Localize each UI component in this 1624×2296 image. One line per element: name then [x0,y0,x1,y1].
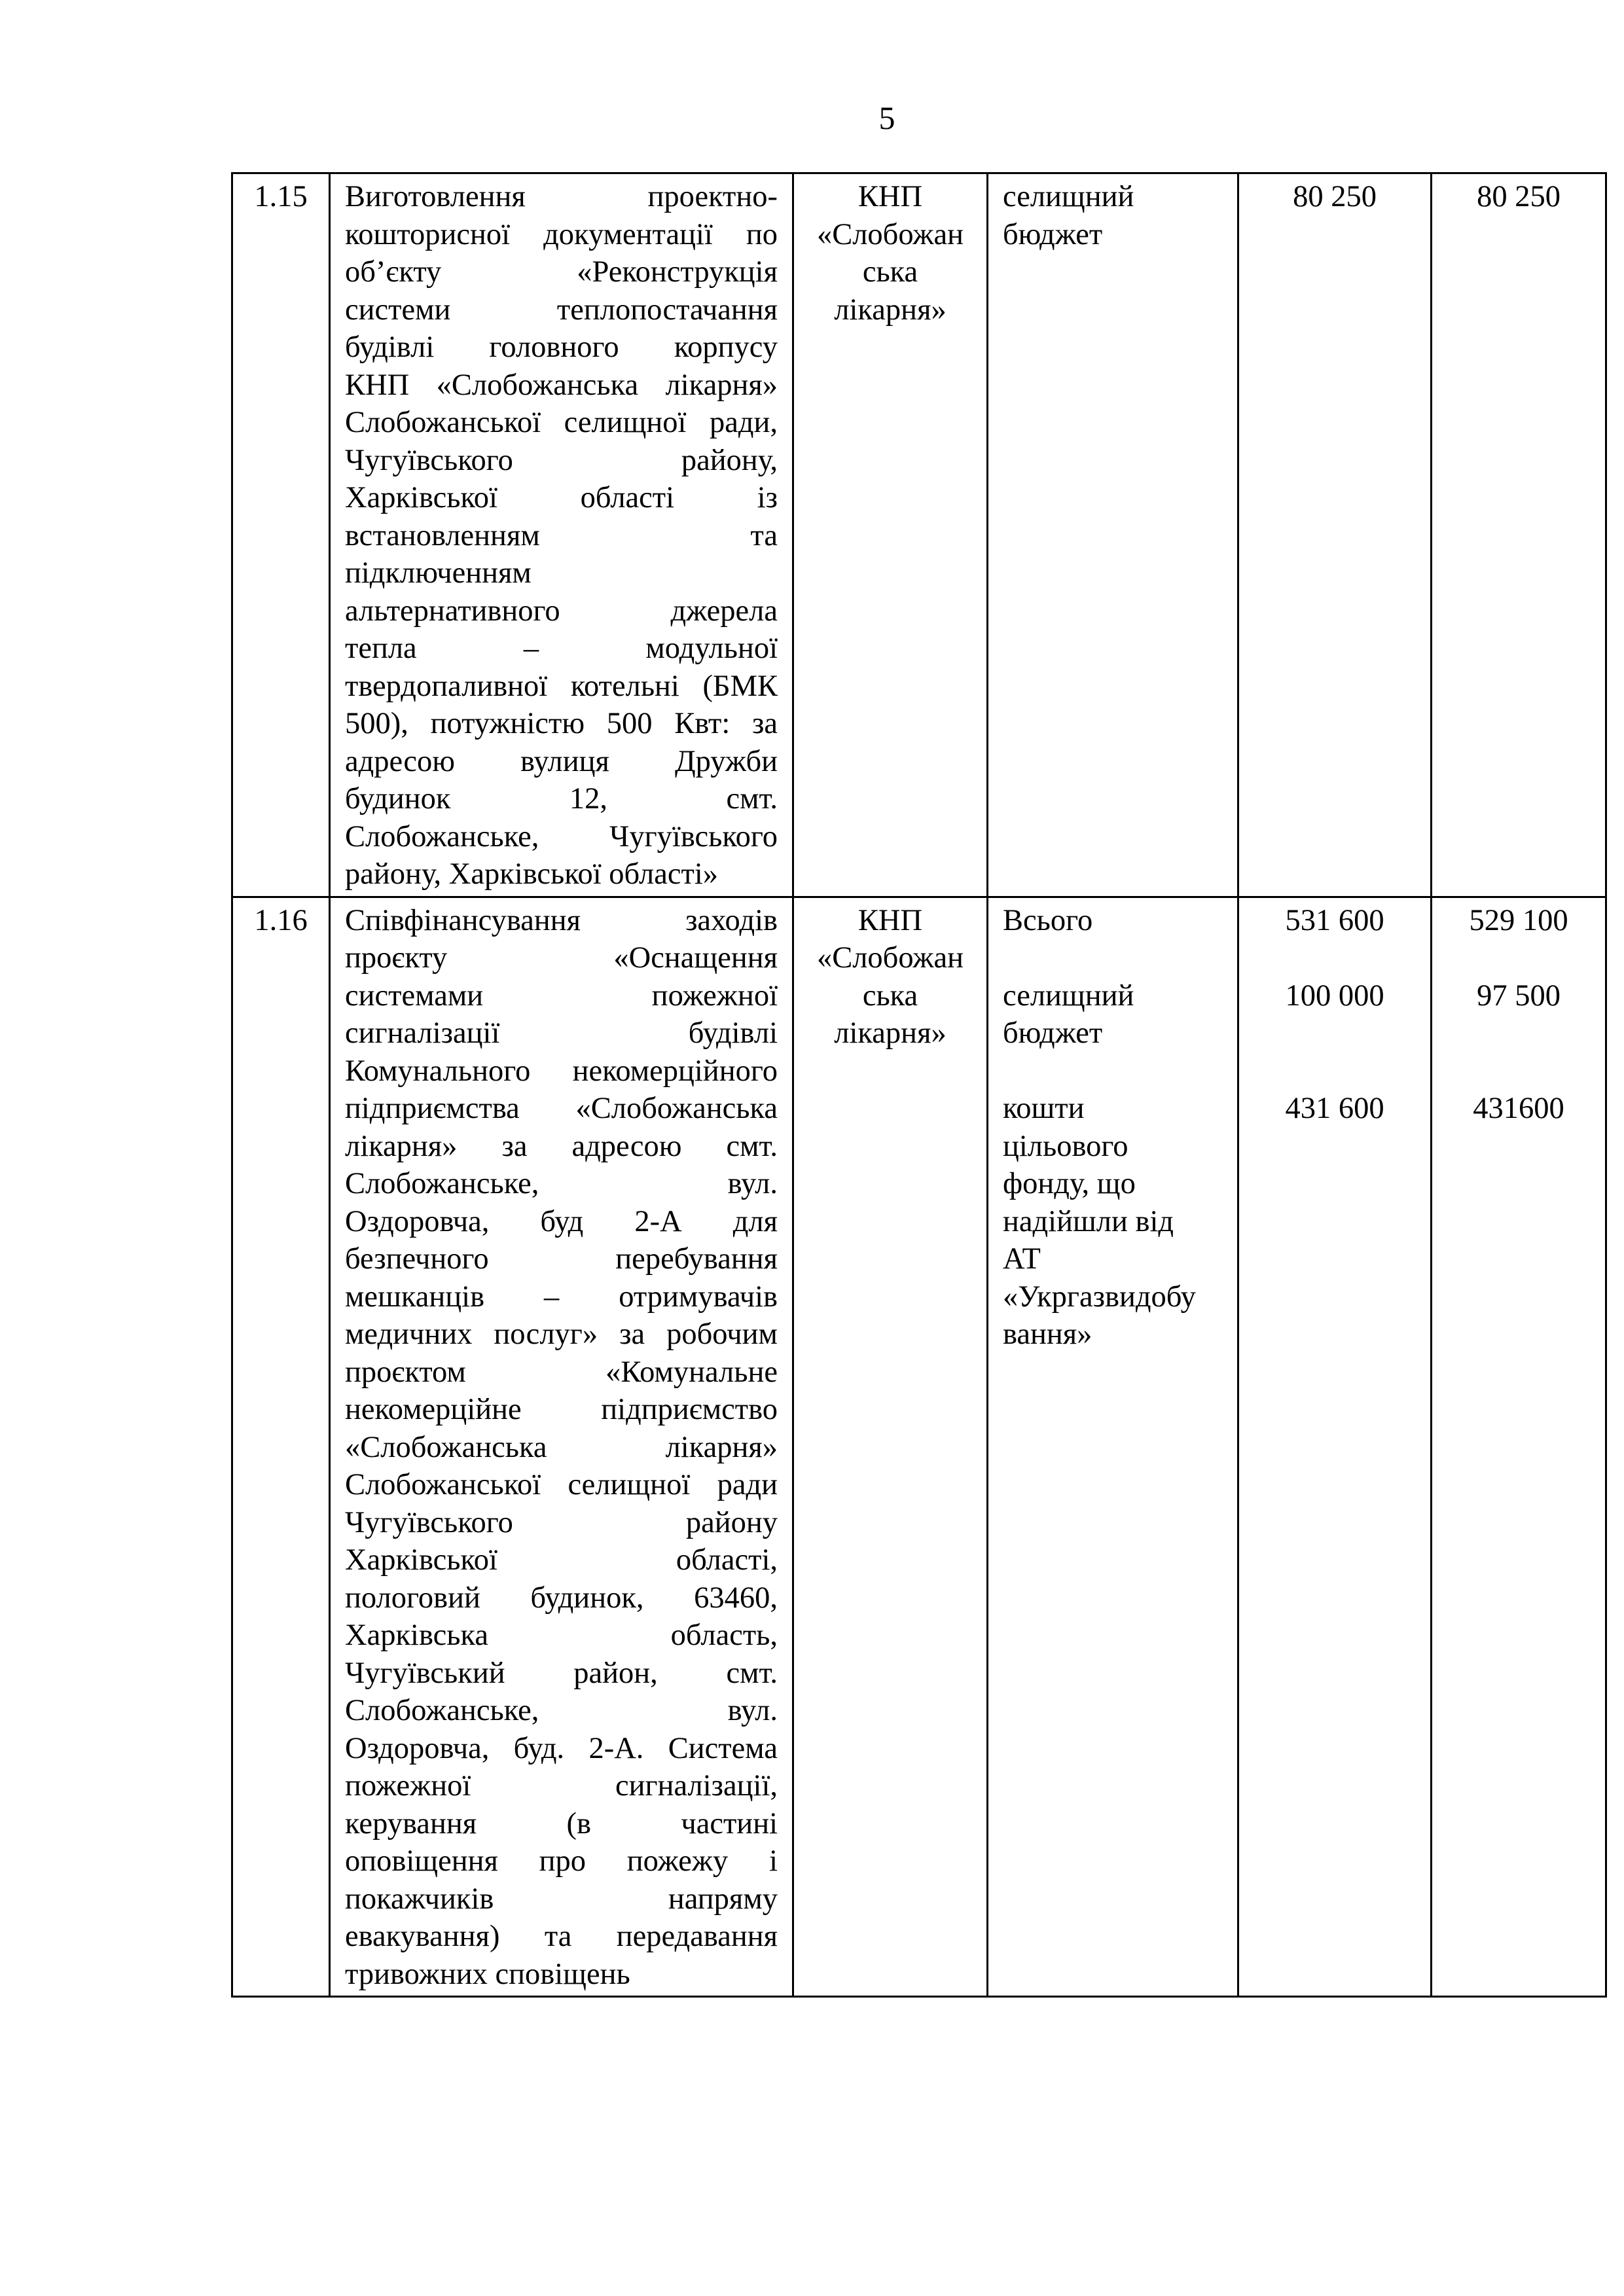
measures-table [231,172,1607,1998]
executor-line: «Слобожан [816,941,964,975]
description-line: Чугуївський район, смт. [345,1656,778,1690]
description-line: «Слобожанська лікарня» [345,1430,778,1464]
spacer [1447,939,1591,977]
source-label-line: вання» [1003,1318,1092,1351]
source-label-line: селищний [1003,180,1134,213]
planned-value-local-budget: 100 000 [1285,978,1384,1013]
description-line: Харківської області із [345,481,778,514]
description-line: Оздоровча, буд. 2-А. Система [345,1731,778,1765]
funding-source [988,173,1238,897]
executor-line: ська [862,255,918,289]
actual-value-local-budget: 97 500 [1477,978,1561,1013]
description-line: тепла – модульної [345,632,778,665]
source-label-line: цільового [1003,1129,1128,1163]
description-line: Слобожанської селищної ради, [345,406,778,439]
source-label-line: Всього [1003,903,1093,937]
description-line: будівлі головного корпусу [345,331,778,364]
description-line: покажчиків напряму [345,1882,778,1916]
planned-value-total: 531 600 [1285,903,1384,937]
actual-value: 80 250 [1477,180,1561,213]
description-line: некомерційне підприємство [345,1393,778,1426]
executor-line: КНП [857,903,923,937]
table-row-1-15 [232,173,1606,897]
description-line: будинок 12, смт. [345,782,778,816]
description-line: керування (в частині [345,1806,778,1840]
measure-description [330,897,793,1997]
spacer [1447,1014,1591,1052]
description-line: тривожних сповіщень [345,1957,630,1991]
description-line: лікарня» за адресою смт. [345,1129,778,1163]
row-number: 1.15 [232,173,330,897]
description-line: Слобожанське, вул. [345,1167,778,1200]
actual-amount [1432,897,1606,1997]
page-number: 5 [878,99,895,136]
description-line: оповіщення про пожежу і [345,1844,778,1878]
description-line: кошторисної документації по [345,217,778,251]
description-line: безпечного перебування [345,1242,778,1276]
description-line: мешканців – отримувачів [345,1280,778,1314]
description-line: евакування) та передавання [345,1920,778,1953]
source-label-line: кошти [1003,1092,1085,1125]
actual-value-total: 529 100 [1469,903,1568,937]
description-line: альтернативного джерела [345,594,778,628]
spacer [1254,1014,1416,1052]
description-line: 500), потужністю 500 Квт: за [345,707,778,740]
source-label-line: бюджет [1003,1016,1103,1050]
funding-source [988,897,1238,1997]
source-label-line: «Укргазвидобу [1003,1280,1196,1314]
source-label-line: АТ [1003,1242,1041,1276]
description-line: медичних послуг» за робочим [345,1318,778,1351]
spacer [1003,939,1223,977]
description-line: адресою вулиця Дружби [345,744,778,778]
source-label-line: надійшли від [1003,1204,1174,1238]
description-line: Оздоровча, буд 2-А для [345,1204,778,1238]
spacer [1447,1052,1591,1090]
executor-line: «Слобожан [816,217,964,251]
description-line: пожежної сигналізації, [345,1769,778,1803]
executor-line: ська [862,978,918,1013]
description-line: КНП «Слобожанська лікарня» [345,368,778,402]
planned-value: 80 250 [1293,180,1377,213]
description-line: Харківська область, [345,1619,778,1652]
executor [793,173,988,897]
actual-amount [1432,173,1606,897]
description-line: встановленням та [345,518,778,552]
actual-value-target-fund: 431600 [1473,1092,1564,1125]
executor-line: лікарня» [834,293,947,327]
row-number: 1.16 [232,897,330,1997]
spacer [1254,939,1416,977]
description-line: Співфінансування заходів [345,903,778,937]
description-line: Чугуївського району, [345,443,778,477]
description-line: системи теплопостачання [345,293,778,327]
planned-value-target-fund: 431 600 [1285,1092,1384,1125]
measure-description [330,173,793,897]
description-line: підприємства «Слобожанська [345,1092,778,1125]
description-line: Слобожанської селищної ради [345,1468,778,1501]
description-line: Чугуївського району [345,1505,778,1539]
planned-amount [1238,897,1432,1997]
description-line: Виготовлення проектно- [345,180,778,213]
description-line: Слобожанське, вул. [345,1694,778,1727]
description-line: об’єкту «Реконструкція [345,255,778,289]
description-line: проєкту «Оснащення [345,941,778,975]
description-line: Слобожанське, Чугуївського [345,819,778,853]
description-line: проєктом «Комунальне [345,1355,778,1389]
source-label-line: бюджет [1003,217,1103,251]
description-line: твердопаливної котельні (БМК [345,669,778,703]
description-line: району, Харківської області» [345,857,719,891]
description-line: пологовий будинок, 63460, [345,1581,778,1615]
executor-line: КНП [857,180,923,213]
spacer [1254,1052,1416,1090]
description-line: системами пожежної [345,978,778,1013]
source-label-line: фонду, що [1003,1167,1136,1200]
executor [793,897,988,1997]
planned-amount [1238,173,1432,897]
spacer [1003,1052,1223,1090]
description-line: підключенням [345,556,532,590]
description-line: Комунального некомерційного [345,1054,778,1088]
description-line: сигналізації будівлі [345,1016,778,1050]
table-row-1-16 [232,897,1606,1997]
executor-line: лікарня» [834,1016,947,1050]
description-line: Харківської області, [345,1543,778,1577]
source-label-line: селищний [1003,978,1134,1013]
